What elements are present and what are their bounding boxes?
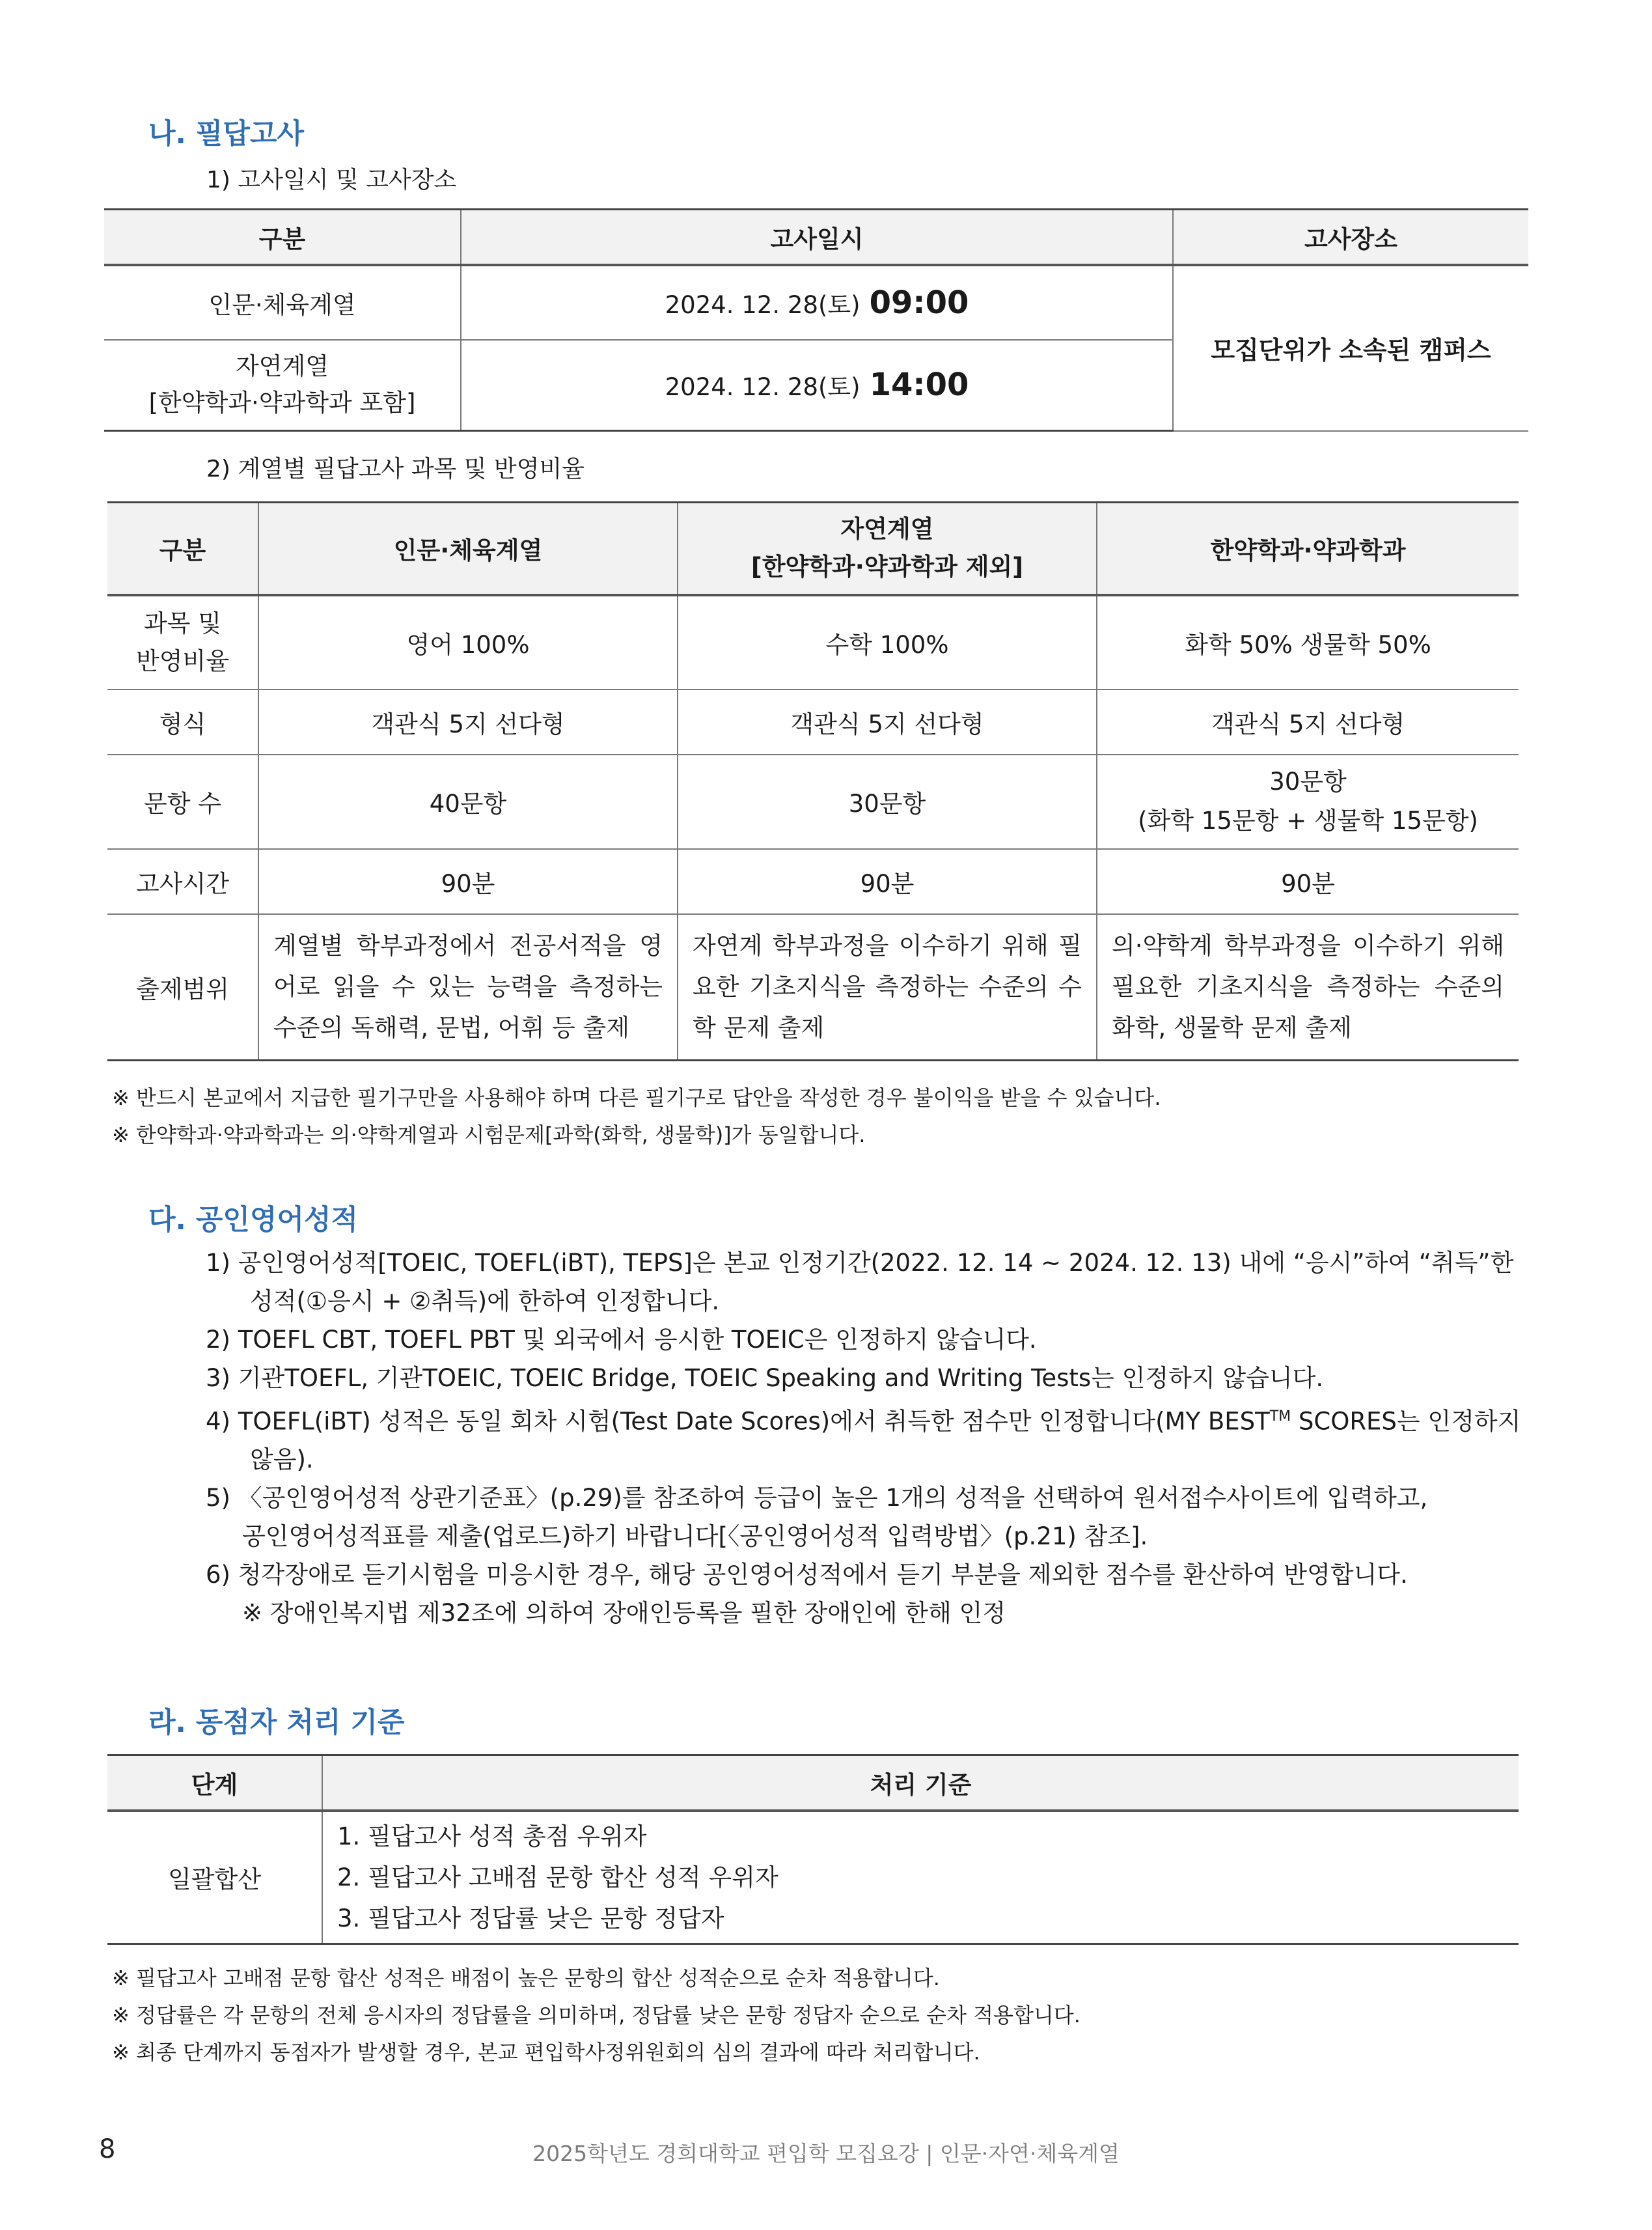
list-text: 4) TOEFL(iBT) 성적은 동일 회차 시험(Test Date Scores)에서 취득한 점수만 인정합니다(MY BEST xyxy=(206,1407,1270,1436)
exam-date: 2024. 12. 28(토) xyxy=(665,290,860,319)
list-item: 1) 공인영어성적[TOEIC, TOEFL(iBT), TEPS]은 본교 인정기간(2022. 12. 14 ~ 2024. 12. 13) 내에 “응시”하여 “취득”한 성적(①응시 + ②취득)에 한하여 인정합니다. xyxy=(206,1249,1514,1315)
exam-time: 14:00 xyxy=(869,367,969,404)
row-humanities-datetime xyxy=(461,265,1173,340)
row-label-sum: 일괄합산 xyxy=(107,1811,322,1944)
note: ※ 필답고사 고배점 문항 합산 성적은 배점이 높은 문항의 합산 성적순으로 순차 적용합니다. xyxy=(112,1966,940,1990)
label-line: 반영비율 xyxy=(136,647,229,675)
list-item: 5) 〈공인영어성적 상관기준표〉(p.29)를 참조하여 등급이 높은 1개의 성적을 선택하여 원서접수사이트에 입력하고, xyxy=(206,1484,1428,1512)
cell: 90분 xyxy=(258,849,678,914)
cell: 객관식 5지 선다형 xyxy=(258,690,678,755)
header-humanities: 인문·체육계열 xyxy=(258,503,678,595)
cell-scope: 계열별 학부과정에서 전공서적을 영어로 읽을 수 있는 능력을 측정하는 수준의 독해력, 문법, 어휘 등 출제 xyxy=(258,914,678,1061)
exam-schedule-table xyxy=(104,208,1528,432)
row-humanities-label: 인문·체육계열 xyxy=(104,265,461,340)
list-item-continuation: 공인영어성적표를 제출(업로드)하기 바랍니다[〈공인영어성적 입력방법〉(p.21) 참조]. xyxy=(242,1522,1148,1551)
cell: 40문항 xyxy=(258,755,678,849)
exam-place: 모집단위가 소속된 캠퍼스 xyxy=(1173,265,1528,431)
cell: 화학 50% 생물학 50% xyxy=(1097,595,1519,690)
header-criteria: 처리 기준 xyxy=(322,1755,1519,1811)
cell: 수학 100% xyxy=(678,595,1097,690)
cell-line: 30문항 xyxy=(1269,768,1347,796)
header-gubun: 구분 xyxy=(107,503,258,595)
cell: 90분 xyxy=(678,849,1097,914)
list-item xyxy=(206,1397,1537,1479)
footer-text: 2025학년도 경희대학교 편입학 모집요강 | 인문·자연·체육계열 xyxy=(532,2141,1120,2166)
header-exam-place: 고사장소 xyxy=(1173,210,1528,265)
row-label-scope: 출제범위 xyxy=(107,914,258,1061)
exam-date: 2024. 12. 28(토) xyxy=(665,373,860,402)
trademark: TM xyxy=(1269,1408,1291,1425)
header-gubun: 구분 xyxy=(104,210,461,265)
subsection-exam-schedule: 1) 고사일시 및 고사장소 xyxy=(206,167,457,193)
exam-time: 09:00 xyxy=(869,284,969,321)
note: ※ 최종 단계까지 동점자가 발생할 경우, 본교 편입학사정위원회의 심의 결과에 따라 처리합니다. xyxy=(112,2040,980,2065)
row-label-format: 형식 xyxy=(107,690,258,755)
criteria-list xyxy=(322,1811,1519,1944)
cell: 영어 100% xyxy=(258,595,678,690)
written-exam-notes xyxy=(112,1080,1544,1154)
list-text: SCORES는 인정하지 않음). xyxy=(250,1407,1521,1474)
header-pharmacy: 한약학과·약과학과 xyxy=(1097,503,1519,595)
section-title-tie-break: 라. 동점자 처리 기준 xyxy=(148,1707,405,1739)
list-item: 3) 기관TOEFL, 기관TOEIC, TOEIC Bridge, TOEIC Speaking and Writing Tests는 인정하지 않습니다. xyxy=(206,1364,1324,1392)
subsection-exam-subjects: 2) 계열별 필답고사 과목 및 반영비율 xyxy=(206,456,585,482)
cell: 90분 xyxy=(1097,849,1519,914)
list-item: 6) 청각장애로 듣기시험을 미응시한 경우, 해당 공인영어성적에서 듣기 부분을 제외한 점수를 환산하여 반영합니다. xyxy=(206,1561,1408,1589)
section-title-written-exam: 나. 필답고사 xyxy=(148,118,304,150)
label-line: 자연계열 xyxy=(236,352,329,381)
note: ※ 반드시 본교에서 지급한 필기구만을 사용해야 하며 다른 필기구로 답안을 작성한 경우 불이익을 받을 수 있습니다. xyxy=(112,1085,1161,1110)
list-item: 2) TOEFL CBT, TOEFL PBT 및 외국에서 응시한 TOEIC은 인정하지 않습니다. xyxy=(206,1326,1037,1354)
cell-scope: 의·약학계 학부과정을 이수하기 위해 필요한 기초지식을 측정하는 수준의 화학, 생물학 문제 출제 xyxy=(1097,914,1519,1061)
list-item-note: ※ 장애인복지법 제32조에 의하여 장애인등록을 필한 장애인에 한해 인정 xyxy=(242,1599,1006,1628)
header-natural xyxy=(678,503,1097,595)
cell-line: (화학 15문항 + 생물학 15문항) xyxy=(1138,807,1478,835)
cell-scope: 자연계 학부과정을 이수하기 위해 필요한 기초지식을 측정하는 수준의 수학 문제 출제 xyxy=(678,914,1097,1061)
cell: 객관식 5지 선다형 xyxy=(1097,690,1519,755)
header-exam-date: 고사일시 xyxy=(461,210,1173,265)
cell: 객관식 5지 선다형 xyxy=(678,690,1097,755)
tie-break-table xyxy=(107,1754,1519,1945)
row-label-exam-time: 고사시간 xyxy=(107,849,258,914)
note: ※ 정답률은 각 문항의 전체 응시자의 정답률을 의미하며, 정답률 낮은 문항 정답자 순으로 순차 적용합니다. xyxy=(112,2003,1081,2028)
header-line: 자연계열 xyxy=(840,515,934,544)
row-natural-label xyxy=(104,340,461,431)
section-title-english-score: 다. 공인영어성적 xyxy=(148,1204,359,1236)
criteria-item: 1. 필답고사 성적 총점 우위자 xyxy=(337,1822,647,1850)
tie-break-notes xyxy=(112,1960,1544,2071)
label-line: [한약학과·약과학과 포함] xyxy=(148,389,416,417)
page-number: 8 xyxy=(99,2134,116,2164)
exam-subjects-table xyxy=(107,501,1519,1061)
row-natural-datetime xyxy=(461,340,1173,431)
note: ※ 한약학과·약과학과는 의·약학계열과 시험문제[과학(화학, 생물학)]가 동일합니다. xyxy=(112,1122,866,1147)
criteria-item: 3. 필답고사 정답률 낮은 문항 정답자 xyxy=(337,1904,724,1932)
header-line: [한약학과·약과학과 제외] xyxy=(750,553,1024,581)
cell xyxy=(1097,755,1519,849)
row-label-question-count: 문항 수 xyxy=(107,755,258,849)
criteria-item: 2. 필답고사 고배점 문항 합산 성적 우위자 xyxy=(337,1863,778,1891)
label-line: 과목 및 xyxy=(144,609,221,637)
header-stage: 단계 xyxy=(107,1755,322,1811)
english-score-list xyxy=(206,1244,1537,1632)
row-label-subject xyxy=(107,595,258,690)
cell: 30문항 xyxy=(678,755,1097,849)
